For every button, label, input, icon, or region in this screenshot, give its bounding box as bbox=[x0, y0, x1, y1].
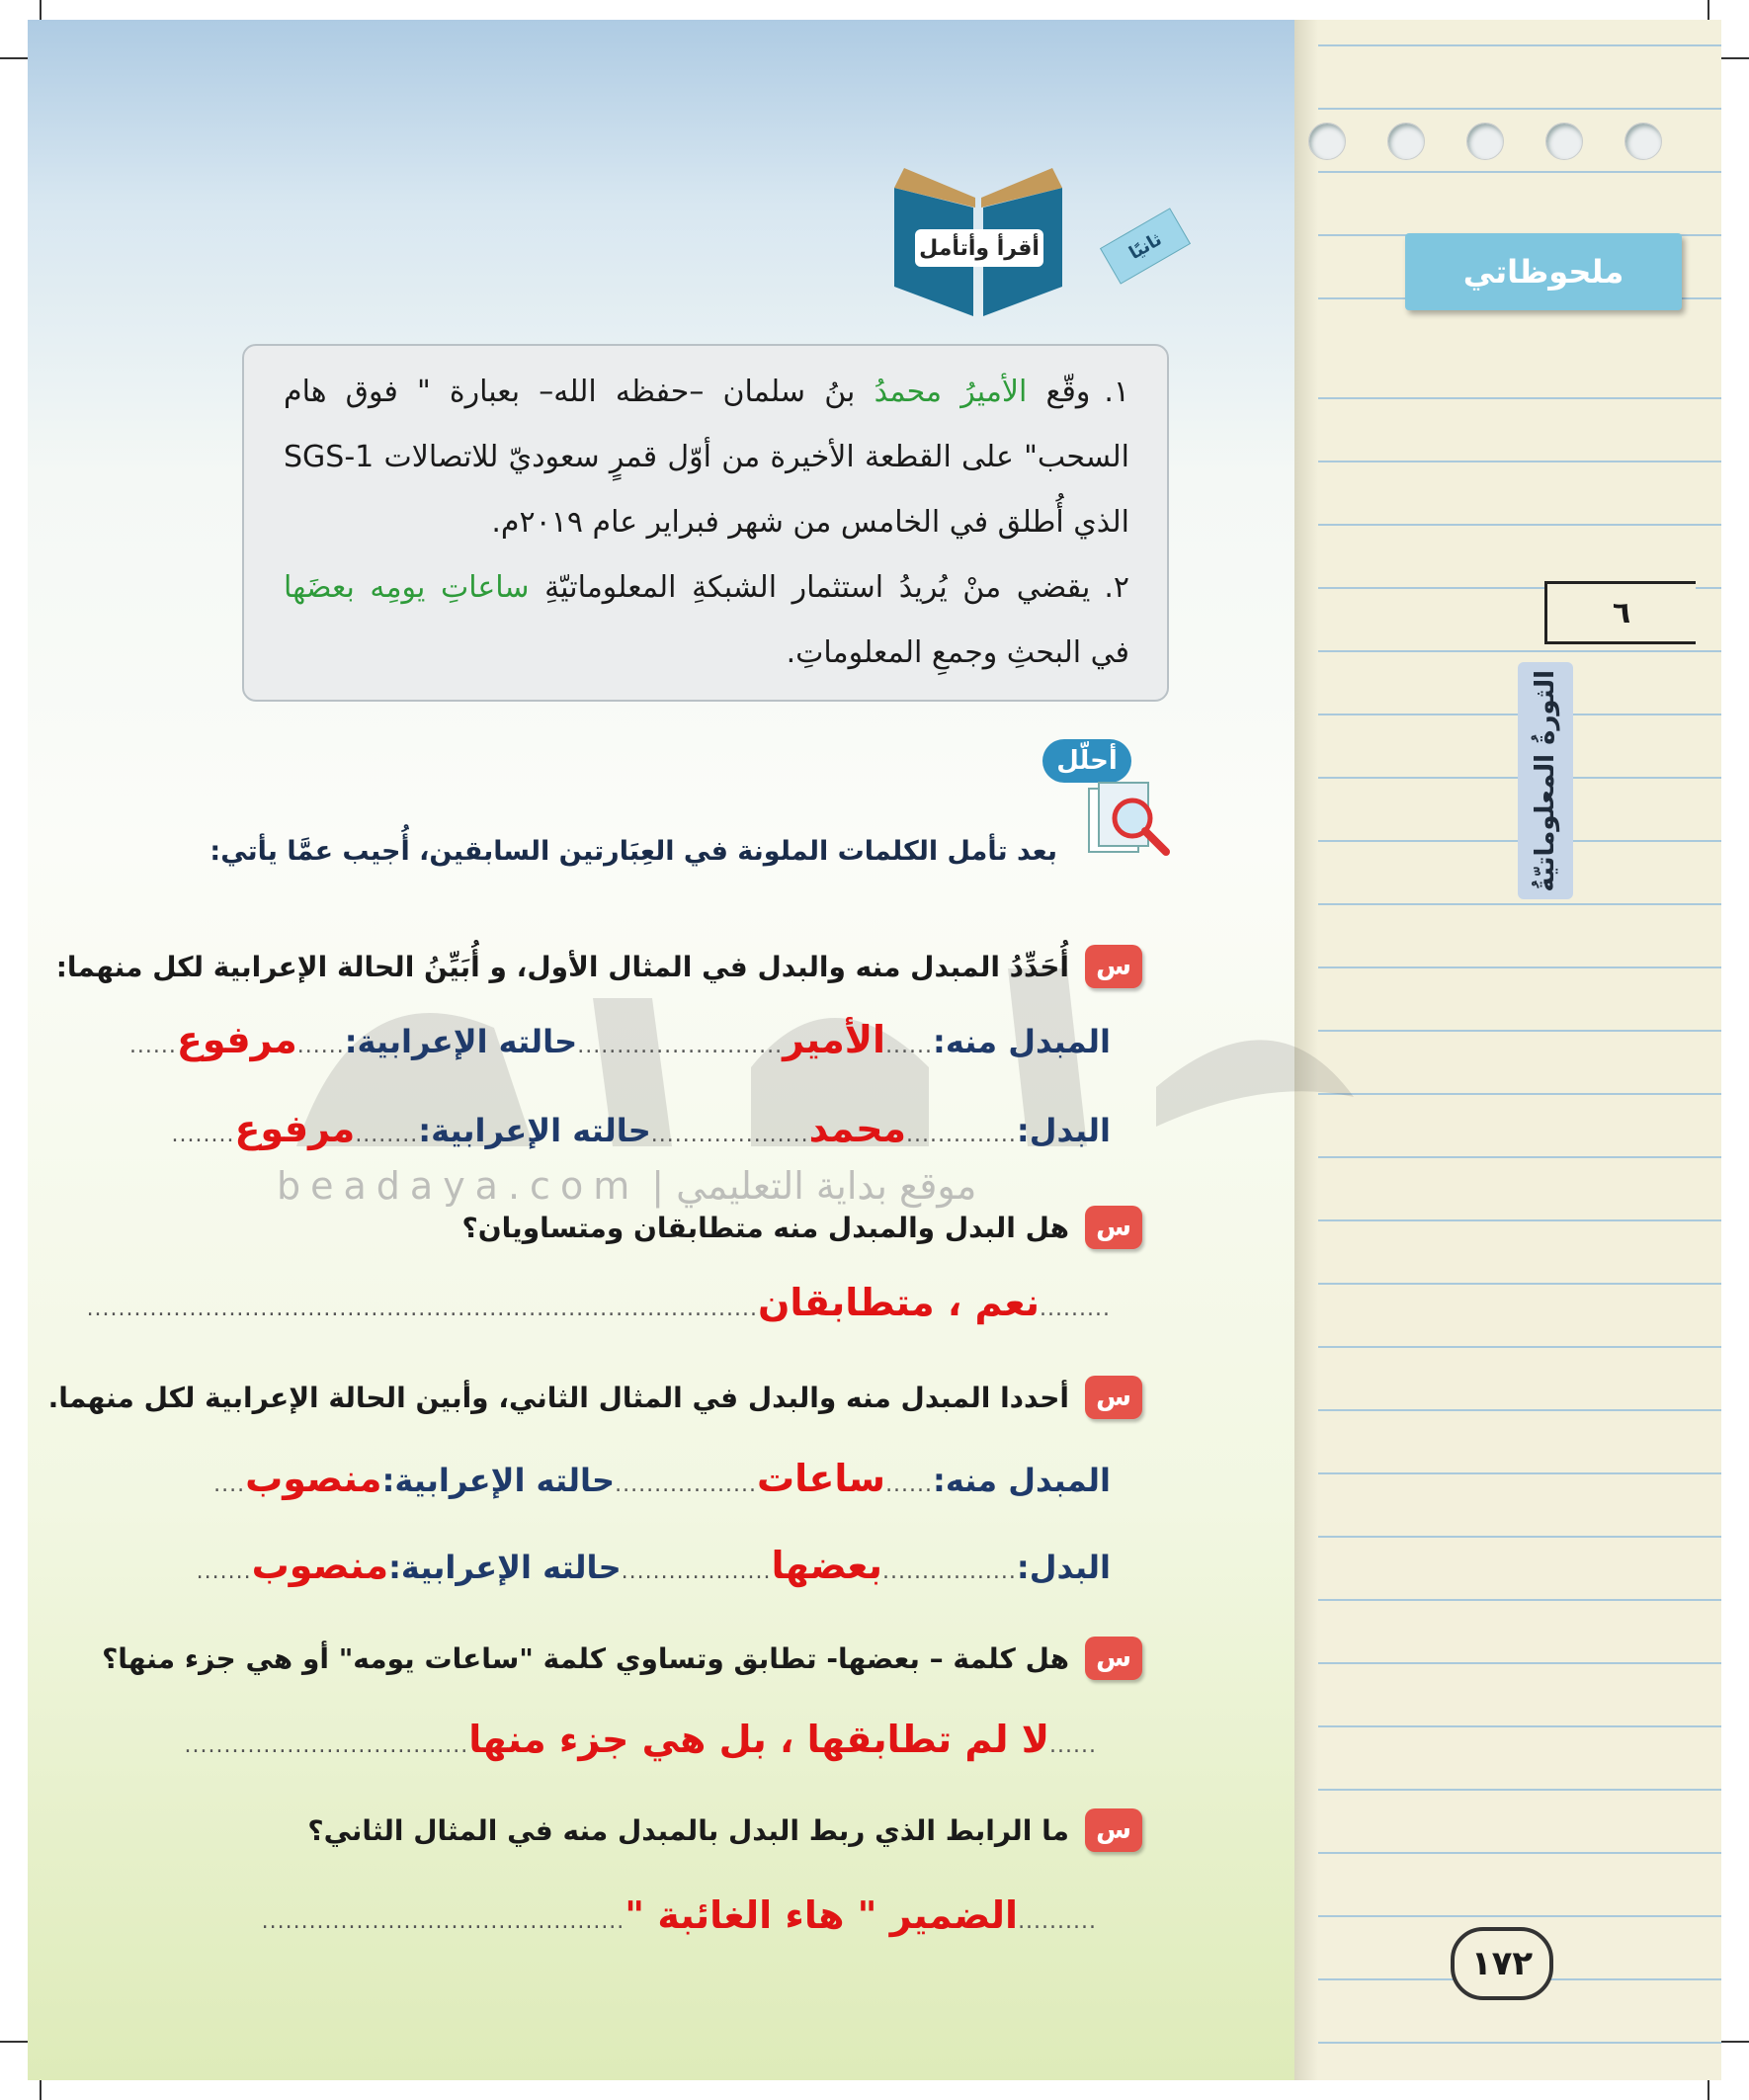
answer-row: البدل: .............. محمد .................... حالته الإعرابية: ........ مرفوع ........ bbox=[171, 1107, 1111, 1150]
binder-hole-icon bbox=[1545, 123, 1583, 160]
binder-hole-icon bbox=[1308, 123, 1346, 160]
answer-value: الأمير bbox=[783, 1018, 886, 1061]
page-number: ١٧٢ bbox=[1451, 1927, 1553, 2000]
binder-hole-icon bbox=[1387, 123, 1425, 160]
answer-value: مرفوع bbox=[176, 1018, 297, 1061]
question-badge: س bbox=[1085, 945, 1142, 988]
reading-box bbox=[242, 344, 1169, 702]
answer-value: ساعات bbox=[757, 1457, 886, 1500]
answer-value: لا لم تطابقها ، بل هي جزء منها bbox=[468, 1718, 1050, 1761]
magnifier-icon bbox=[1087, 781, 1176, 860]
question-3 bbox=[48, 1376, 1142, 1419]
question-badge: س bbox=[1085, 1376, 1142, 1419]
binder-holes bbox=[1308, 123, 1662, 160]
answer-value: بعضها bbox=[771, 1544, 883, 1587]
highlighted-word: ساعاتِ يومِه بعضَها bbox=[284, 570, 530, 605]
question-badge: س bbox=[1085, 1637, 1142, 1680]
answer-row: البدل: ................. بعضها ................... حالته الإعرابية: منصوب ....... bbox=[196, 1544, 1111, 1587]
watermark-text: موقع بداية التعليمي | beadaya.com bbox=[277, 1164, 977, 1208]
answer-value: محمد bbox=[808, 1107, 906, 1150]
answer-row: ......... نعم ، متطابقان ..................................................................................... bbox=[86, 1281, 1111, 1324]
analyse-badge: أحلّل bbox=[1042, 739, 1131, 783]
answer-value: مرفوع bbox=[234, 1107, 356, 1150]
question-text: أحددا المبدل منه والبدل في المثال الثاني، وأبين الحالة الإعرابية لكل منهما. bbox=[47, 1381, 1069, 1414]
binder-hole-icon bbox=[1624, 123, 1662, 160]
question-badge: س bbox=[1085, 1206, 1142, 1249]
answer-row: المبدل منه: ...... ساعات .................. حالته الإعرابية: منصوب .... bbox=[213, 1457, 1111, 1500]
question-5 bbox=[307, 1808, 1142, 1852]
unit-number: ٦ bbox=[1544, 581, 1696, 644]
question-4 bbox=[102, 1637, 1142, 1680]
answer-value: منصوب bbox=[251, 1544, 389, 1587]
question-1 bbox=[56, 945, 1142, 988]
answer-value: الضمير " هاء الغائبة " bbox=[625, 1893, 1019, 1937]
reading-item-1: ١.وقّع الأميرُ محمدُ بنُ سلمان –حفظه الله– بعبارة " فوق هام السحب" على القطعة الأخيرة من أوّل قمرٍ سعوديّ للاتصالات SGS-1 الذي أُطلق في الخامس من شهر فبراير عام ٢٠١٩م. bbox=[284, 375, 1129, 540]
answer-value: منصوب bbox=[245, 1457, 382, 1500]
question-text: أُحَدِّدُ المبدل منه والبدل في المثال الأول، و أُبَيِّنُ الحالة الإعرابية لكل منهما: bbox=[55, 950, 1069, 983]
answer-row: .......... الضمير " هاء الغائبة " .............................................. bbox=[261, 1893, 1097, 1937]
highlighted-word: الأميرُ محمدُ bbox=[874, 375, 1028, 409]
section-badge: ثانيًا bbox=[1100, 208, 1191, 284]
unit-title: الثورةُ المعلوماتيّةُ bbox=[1531, 669, 1560, 892]
unit-title-tab bbox=[1518, 662, 1573, 899]
question-text: ما الرابط الذي ربط البدل بالمبدل منه في المثال الثاني؟ bbox=[307, 1813, 1069, 1847]
instructions: بعد تأمل الكلمات الملونة في العِبَارتين السابقين، أُجيب عمَّا يأتي: bbox=[209, 836, 1057, 867]
reading-item-2: ٢.يقضي منْ يُريدُ استثمار الشبكةِ المعلوماتيّةِ ساعاتِ يومِه بعضَها في البحثِ وجمعِ المعلوماتِ. bbox=[284, 570, 1129, 670]
question-badge: س bbox=[1085, 1808, 1142, 1852]
notes-label: ملحوظاتي bbox=[1405, 233, 1682, 310]
answer-row: ...... لا لم تطابقها ، بل هي جزء منها .................................... bbox=[184, 1718, 1097, 1761]
section-title: أقرأ وأتأمل bbox=[915, 229, 1043, 267]
binder-hole-icon bbox=[1466, 123, 1504, 160]
question-text: هل كلمة – بعضها- تطابق وتساوي كلمة "ساعات يومه" أو هي جزء منها؟ bbox=[102, 1641, 1069, 1675]
answer-row: المبدل منه: ...... الأمير .......................... حالته الإعرابية: ...... مرفوع ...... bbox=[128, 1018, 1111, 1061]
notes-sidebar bbox=[1294, 20, 1721, 2080]
question-text: هل البدل والمبدل منه متطابقان ومتساويان؟ bbox=[461, 1211, 1069, 1244]
question-2 bbox=[462, 1206, 1142, 1249]
answer-value: نعم ، متطابقان bbox=[757, 1281, 1041, 1324]
